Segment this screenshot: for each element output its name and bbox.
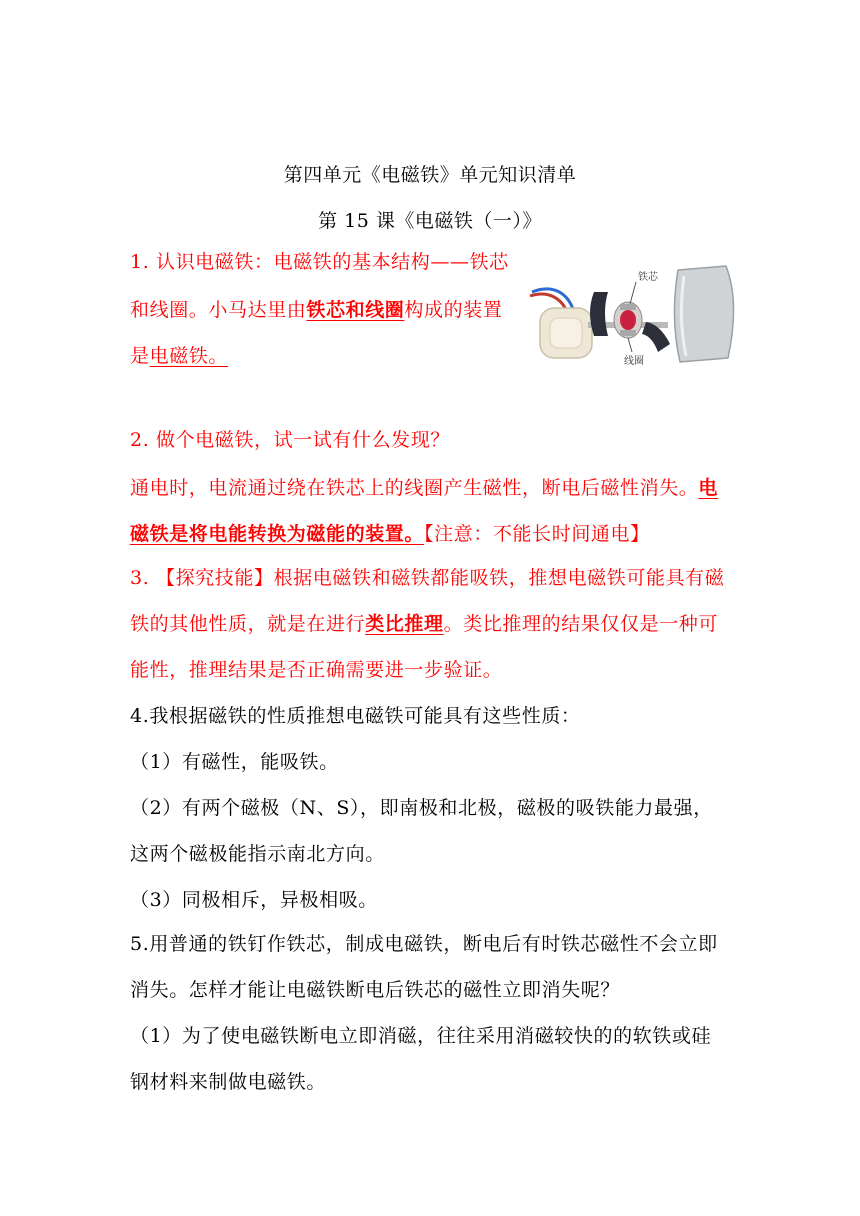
motor-illustration <box>528 262 740 374</box>
s1-line2-end: 构成的装置 <box>404 299 503 321</box>
unit-title: 第四单元《电磁铁》单元知识清单 <box>283 164 577 186</box>
s5-line2: 消失。怎样才能让电磁铁断电后铁芯的磁性立即消失呢？ <box>130 979 621 1001</box>
s4-item2-line1: （2）有两个磁极（N、S），即南极和北极，磁极的吸铁能力最强， <box>130 797 713 819</box>
s1-keyword-core-coil: 铁芯和线圈 <box>306 299 405 321</box>
s1-line2-text: 和线圈。小马达里由 <box>130 299 307 321</box>
s3-line1: 3. 【探究技能】根据电磁铁和磁铁都能吸铁，推想电磁铁可能具有磁 <box>130 567 725 589</box>
s2-keyword-device: 磁铁是将电能转换为磁能的装置。 <box>130 523 425 545</box>
s3-line3: 能性，推理结果是否正确需要进一步验证。 <box>130 659 503 681</box>
s4-line1: 4.我根据磁铁的性质推想电磁铁可能具有这些性质： <box>130 705 581 727</box>
lesson-title: 第 15 课《电磁铁（一）》 <box>318 210 542 232</box>
s3-keyword-analogy: 类比推理 <box>365 613 444 635</box>
label-coil: 线圈 <box>624 356 644 367</box>
s1-line3-text: 是 <box>130 345 150 367</box>
motor-figure <box>528 262 740 374</box>
s3-line2 <box>130 608 730 640</box>
s3-line2-end: 。类比推理的结果仅仅是一种可 <box>443 613 719 635</box>
s2-line2 <box>130 472 730 504</box>
s1-line1: 1. 认识电磁铁：电磁铁的基本结构——铁芯 <box>130 251 509 273</box>
s2-keyword-start: 电 <box>698 477 719 499</box>
s5-item1-line1: （1）为了使电磁铁断电立即消磁，往往采用消磁较快的的软铁或硅 <box>130 1025 712 1047</box>
s2-line1: 2. 做个电磁铁，试一试有什么发现？ <box>130 429 450 451</box>
s4-item1: （1）有磁性，能吸铁。 <box>130 751 339 773</box>
s1-keyword-electromagnet: 电磁铁。 <box>149 345 229 367</box>
s3-line2-text: 铁的其他性质，就是在进行 <box>130 613 366 635</box>
s5-item1-line2: 钢材料来制做电磁铁。 <box>130 1071 327 1093</box>
s2-line3 <box>130 518 730 550</box>
label-core: 铁芯 <box>638 272 658 283</box>
s5-line1: 5.用普通的铁钉作铁芯，制成电磁铁，断电后有时铁芯磁性不会立即 <box>130 933 718 955</box>
s2-note: 【注意：不能长时间通电】 <box>424 523 650 545</box>
s4-item3: （3）同极相斥，异极相吸。 <box>130 889 378 911</box>
s2-line2-text: 通电时，电流通过绕在铁芯上的线圈产生磁性，断电后磁性消失。 <box>130 477 699 499</box>
s4-item2-line2: 这两个磁极能指示南北方向。 <box>130 843 385 865</box>
